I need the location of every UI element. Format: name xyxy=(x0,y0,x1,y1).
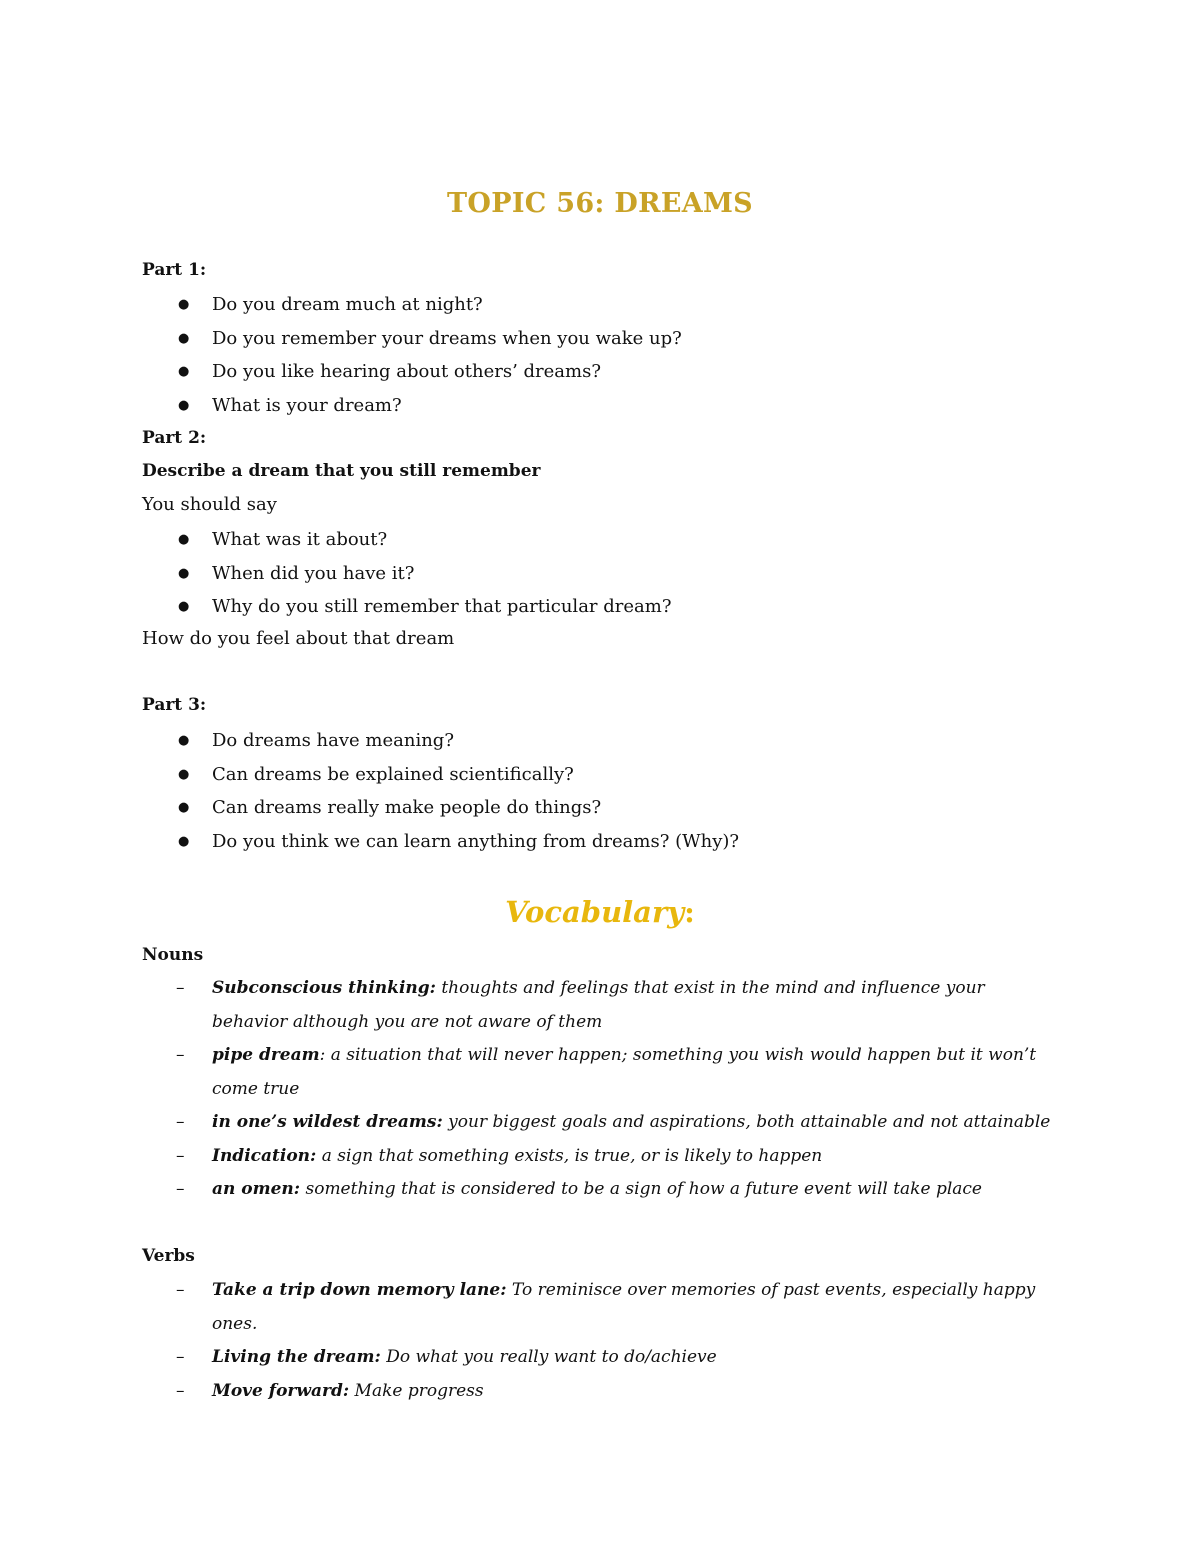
vocab-definition: Do what you really want to do/achieve xyxy=(380,1347,717,1367)
vocab-definition: something that is considered to be a sign of how a future event will take place xyxy=(300,1179,982,1199)
vocabulary-title-colon: : xyxy=(684,895,695,929)
list-item xyxy=(142,763,739,797)
vocab-definition: : a situation that will never happen; something you wish would happen but it won’t come true xyxy=(212,1045,1037,1099)
vocab-term: Take a trip down memory lane: xyxy=(212,1280,507,1300)
bullet-icon: ● xyxy=(178,297,190,312)
vocab-item xyxy=(142,972,1062,1039)
bullet-icon: ● xyxy=(178,833,190,849)
bullet-icon: ● xyxy=(178,330,190,346)
question-text: Do you dream much at night? xyxy=(212,294,483,315)
vocab-definition: To reminisce over memories of past events, especially happy ones. xyxy=(212,1280,1036,1334)
dash-icon: – xyxy=(176,1112,185,1132)
dash-icon: – xyxy=(176,1045,185,1065)
list-item xyxy=(142,327,682,361)
nouns-list xyxy=(142,972,1062,1207)
question-text: What is your dream? xyxy=(212,394,402,416)
question-text: Do you like hearing about others’ dreams? xyxy=(212,361,601,382)
list-item xyxy=(142,796,739,830)
part3-heading: Part 3: xyxy=(142,695,207,715)
question-text: Do you remember your dreams when you wake up? xyxy=(212,327,682,349)
verbs-heading: Verbs xyxy=(142,1246,195,1266)
part1-questions xyxy=(142,293,682,427)
vocab-term: an omen: xyxy=(212,1179,301,1199)
bullet-icon: ● xyxy=(178,565,190,581)
vocab-item xyxy=(142,1106,1062,1140)
question-text: When did you have it? xyxy=(212,562,415,584)
list-item xyxy=(142,595,671,629)
list-item xyxy=(142,729,739,763)
part1-heading: Part 1: xyxy=(142,260,207,280)
vocab-item xyxy=(142,1140,1062,1174)
vocab-term: Living the dream: xyxy=(212,1347,381,1367)
vocab-term: Move forward: xyxy=(212,1380,350,1401)
nouns-heading: Nouns xyxy=(142,945,204,965)
vocab-definition: Make progress xyxy=(349,1380,484,1401)
vocab-item xyxy=(142,1173,1062,1207)
bullet-icon: ● xyxy=(178,599,190,614)
question-text: Can dreams really make people do things? xyxy=(212,797,602,818)
vocabulary-title-text: Vocabulary xyxy=(505,895,685,929)
list-item xyxy=(142,293,682,327)
part3-questions xyxy=(142,729,739,863)
bullet-icon: ● xyxy=(178,733,190,748)
question-text: Do you think we can learn anything from dreams? (Why)? xyxy=(212,830,740,852)
dash-icon: – xyxy=(176,978,185,998)
vocab-item xyxy=(142,1039,1062,1106)
list-item xyxy=(142,528,671,562)
vocab-term: Indication: xyxy=(212,1145,317,1166)
bullet-icon: ● xyxy=(178,766,190,782)
dash-icon: – xyxy=(176,1179,185,1199)
vocab-item xyxy=(142,1274,1062,1341)
dash-icon: – xyxy=(176,1145,185,1166)
part2-intro: You should say xyxy=(142,494,277,515)
bullet-icon: ● xyxy=(178,364,190,379)
bullet-icon: ● xyxy=(178,397,190,413)
list-item xyxy=(142,360,682,394)
list-item xyxy=(142,562,671,596)
question-text: Do dreams have meaning? xyxy=(212,730,454,751)
verbs-list xyxy=(142,1274,1062,1408)
vocab-definition: a sign that something exists, is true, or is likely to happen xyxy=(316,1145,823,1166)
part2-subheading: Describe a dream that you still remember xyxy=(142,461,541,481)
vocab-term: in one’s wildest dreams: xyxy=(212,1112,443,1132)
part2-closing: How do you feel about that dream xyxy=(142,628,455,649)
vocab-term: Subconscious thinking: xyxy=(212,978,436,998)
question-text: Can dreams be explained scientifically? xyxy=(212,763,574,785)
vocabulary-title xyxy=(0,895,1200,929)
list-item xyxy=(142,394,682,428)
question-text: What was it about? xyxy=(212,529,388,550)
vocab-definition: thoughts and feelings that exist in the mind and influence your behavior although you are not aware of them xyxy=(212,978,985,1032)
vocab-definition: your biggest goals and aspirations, both attainable and not attainable xyxy=(442,1112,1051,1132)
dash-icon: – xyxy=(176,1380,185,1401)
part2-heading: Part 2: xyxy=(142,428,207,448)
dash-icon: – xyxy=(176,1280,185,1300)
part2-questions xyxy=(142,528,671,629)
page-title: TOPIC 56: DREAMS xyxy=(447,188,753,219)
dash-icon: – xyxy=(176,1347,185,1367)
question-text: Why do you still remember that particular dream? xyxy=(212,596,672,617)
vocab-item xyxy=(142,1341,1062,1375)
list-item xyxy=(142,830,739,864)
bullet-icon: ● xyxy=(178,800,190,815)
bullet-icon: ● xyxy=(178,532,190,547)
vocab-item xyxy=(142,1375,1062,1409)
vocab-term: pipe dream xyxy=(212,1045,320,1065)
